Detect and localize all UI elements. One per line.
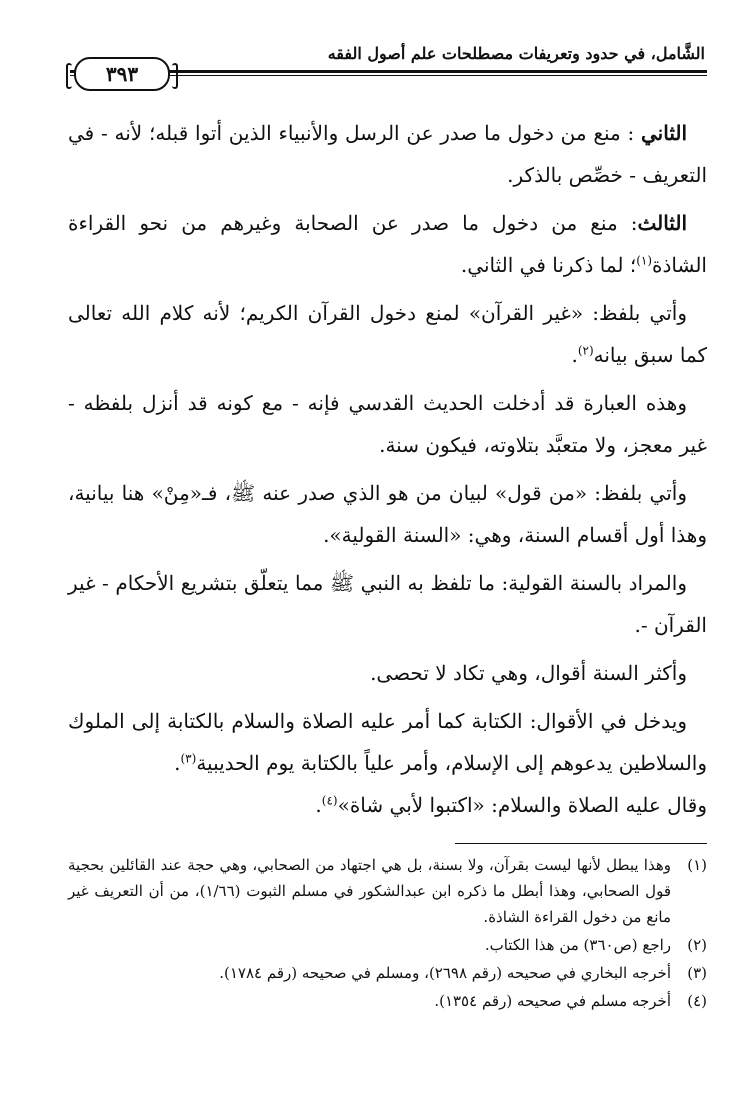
paragraph-text: . bbox=[315, 793, 322, 817]
paragraph bbox=[68, 562, 707, 646]
paragraph-lead: الثاني bbox=[640, 121, 687, 145]
footnote-number: (٤) bbox=[687, 992, 707, 1010]
footnote-number: (٣) bbox=[687, 964, 707, 982]
footnote bbox=[68, 988, 707, 1014]
footnote-ref: (٢) bbox=[577, 343, 594, 358]
footnote-number: (٢) bbox=[687, 936, 707, 954]
main-text bbox=[68, 112, 707, 832]
paragraph bbox=[68, 652, 707, 694]
paragraph-text: ؛ لما ذكرنا في الثاني. bbox=[460, 253, 637, 277]
footnote bbox=[68, 960, 707, 986]
footnote-text: وهذا يبطل لأنها ليست بقرآن، ولا بسنة، بل هي اجتهاد من الصحابي، وهي حجة عند القائلين بحجية قول الصحابي، وهذا أبطل ما ذكره ابن عبدالشكور في مسلم الثبوت (١/٦٦)، من أن التعريف غير مانع من دخول القراءة الشاذة. bbox=[68, 856, 671, 926]
footnotes bbox=[68, 852, 707, 1016]
paragraph bbox=[68, 292, 707, 376]
paragraph bbox=[68, 472, 707, 556]
paragraph-text: . bbox=[571, 343, 578, 367]
footnote-number: (١) bbox=[687, 856, 707, 874]
paragraph-text: وأكثر السنة أقوال، وهي تكاد لا تحصى. bbox=[370, 661, 687, 685]
footnote-rule bbox=[455, 843, 707, 844]
paragraph-text: وأتي بلفظ: «من قول» لبيان من هو الذي صدر عنه ﷺ، فـ«مِنْ» هنا بيانية، وهذا أول أقسام السنة، وهي: «السنة القولية». bbox=[68, 481, 707, 547]
footnote-text: راجع (ص٣٦٠) من هذا الكتاب. bbox=[484, 936, 671, 954]
paragraph-text: : منع من دخول ما صدر عن الصحابة وغيرهم من نحو القراءة الشاذة bbox=[68, 211, 707, 277]
page-number: ٣٩٣ bbox=[74, 57, 170, 91]
paragraph-text: ويدخل في الأقوال: الكتابة كما أمر عليه الصلاة والسلام بالكتابة إلى الملوك والسلاطين يدعوهم إلى الإسلام، وأمر علياً بالكتابة يوم الحديبية bbox=[68, 709, 707, 775]
paragraph bbox=[68, 112, 707, 196]
paragraph-text: وقال عليه الصلاة والسلام: «اكتبوا لأبي شاة» bbox=[337, 793, 707, 817]
footnote-ref: (٣) bbox=[180, 751, 197, 766]
footnote bbox=[68, 852, 707, 930]
paragraph bbox=[68, 382, 707, 466]
paragraph-text: وهذه العبارة قد أدخلت الحديث القدسي فإنه - مع كونه قد أنزل بلفظه - غير معجز، ولا متعبَّد بتلاوته، فيكون سنة. bbox=[68, 391, 707, 457]
footnote-text: أخرجه مسلم في صحيحه (رقم ١٣٥٤). bbox=[434, 992, 671, 1010]
footnote-ref: (٤) bbox=[321, 793, 338, 808]
paragraph bbox=[68, 784, 707, 826]
paragraph-lead: الثالث bbox=[637, 211, 687, 235]
paragraph-text: والمراد بالسنة القولية: ما تلفظ به النبي ﷺ مما يتعلّق بتشريع الأحكام - غير القرآن -. bbox=[68, 571, 707, 637]
footnote-ref: (١) bbox=[636, 253, 653, 268]
footnote-text: أخرجه البخاري في صحيحه (رقم ٢٦٩٨)، ومسلم في صحيحه (رقم ١٧٨٤). bbox=[219, 964, 671, 982]
paragraph bbox=[68, 700, 707, 784]
footnote bbox=[68, 932, 707, 958]
paragraph-text: وأتي بلفظ: «غير القرآن» لمنع دخول القرآن الكريم؛ لأنه كلام الله تعالى كما سبق بيانه bbox=[68, 301, 707, 367]
paragraph-text: : منع من دخول ما صدر عن الرسل والأنبياء الذين أتوا قبله؛ لأنه - في التعريف - خصِّص بالذكر. bbox=[68, 121, 707, 187]
paragraph bbox=[68, 202, 707, 286]
paragraph-text: . bbox=[174, 751, 181, 775]
running-header: الشَّامل، في حدود وتعريفات مصطلحات علم أصول الفقه bbox=[327, 44, 705, 63]
